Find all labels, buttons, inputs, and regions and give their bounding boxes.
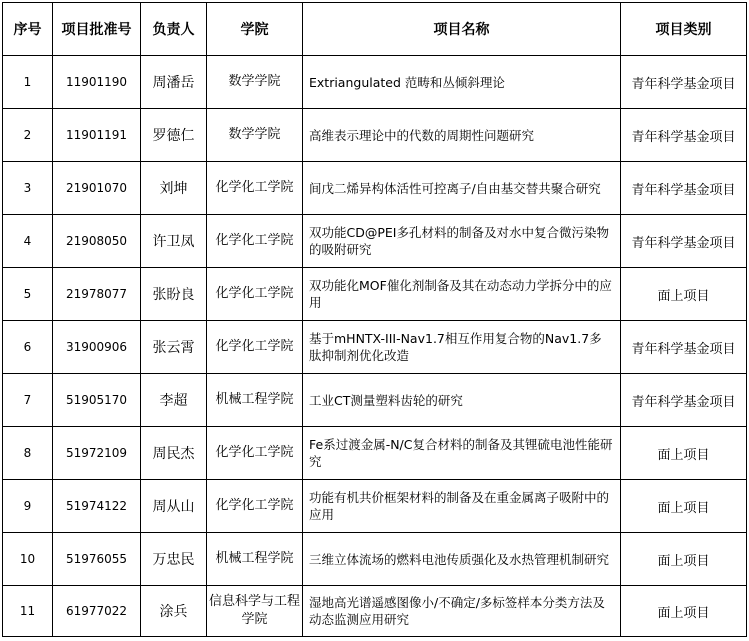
cell-category: 面上项目 — [621, 268, 747, 321]
cell-person: 张云霄 — [141, 321, 207, 374]
cell-title: 三维立体流场的燃料电池传质强化及水热管理机制研究 — [303, 533, 621, 586]
cell-college: 化学化工学院 — [207, 215, 303, 268]
cell-category: 青年科学基金项目 — [621, 321, 747, 374]
cell-college: 化学化工学院 — [207, 268, 303, 321]
cell-approval-no: 21901070 — [53, 162, 141, 215]
table-row — [3, 374, 747, 427]
cell-title: 工业CT测量塑料齿轮的研究 — [303, 374, 621, 427]
table-row — [3, 321, 747, 374]
cell-college: 数学学院 — [207, 56, 303, 109]
cell-title: 高维表示理论中的代数的周期性问题研究 — [303, 109, 621, 162]
cell-title: 基于mHNTX-III-Nav1.7相互作用复合物的Nav1.7多肽抑制剂优化改造 — [303, 321, 621, 374]
cell-approval-no: 51974122 — [53, 480, 141, 533]
cell-college: 化学化工学院 — [207, 162, 303, 215]
table-row — [3, 56, 747, 109]
cell-college: 信息科学与工程学院 — [207, 586, 303, 637]
table-row — [3, 162, 747, 215]
cell-person: 张盼良 — [141, 268, 207, 321]
header-title: 项目名称 — [303, 3, 621, 56]
cell-person: 许卫凤 — [141, 215, 207, 268]
cell-title: Extriangulated 范畴和丛倾斜理论 — [303, 56, 621, 109]
table-row — [3, 268, 747, 321]
cell-seq: 4 — [3, 215, 53, 268]
cell-category: 面上项目 — [621, 586, 747, 637]
cell-title: 双功能CD@PEI多孔材料的制备及对水中复合微污染物的吸附研究 — [303, 215, 621, 268]
cell-seq: 11 — [3, 586, 53, 637]
cell-category: 青年科学基金项目 — [621, 56, 747, 109]
cell-college: 化学化工学院 — [207, 321, 303, 374]
table-row — [3, 533, 747, 586]
cell-approval-no: 21908050 — [53, 215, 141, 268]
cell-category: 面上项目 — [621, 533, 747, 586]
cell-category: 面上项目 — [621, 427, 747, 480]
cell-title: 湿地高光谱遥感图像小/不确定/多标签样本分类方法及动态监测应用研究 — [303, 586, 621, 637]
header-seq: 序号 — [3, 3, 53, 56]
cell-seq: 6 — [3, 321, 53, 374]
cell-college: 数学学院 — [207, 109, 303, 162]
header-college: 学院 — [207, 3, 303, 56]
cell-title: 间戊二烯异构体活性可控离子/自由基交替共聚合研究 — [303, 162, 621, 215]
cell-category: 青年科学基金项目 — [621, 162, 747, 215]
cell-person: 周从山 — [141, 480, 207, 533]
cell-title: 双功能化MOF催化剂制备及其在动态动力学拆分中的应用 — [303, 268, 621, 321]
cell-title: Fe系过渡金属-N/C复合材料的制备及其锂硫电池性能研究 — [303, 427, 621, 480]
cell-person: 李超 — [141, 374, 207, 427]
cell-seq: 9 — [3, 480, 53, 533]
cell-person: 涂兵 — [141, 586, 207, 637]
cell-seq: 10 — [3, 533, 53, 586]
cell-person: 万忠民 — [141, 533, 207, 586]
cell-college: 化学化工学院 — [207, 427, 303, 480]
cell-approval-no: 51905170 — [53, 374, 141, 427]
cell-category: 青年科学基金项目 — [621, 215, 747, 268]
cell-category: 青年科学基金项目 — [621, 374, 747, 427]
table-row — [3, 215, 747, 268]
cell-approval-no: 11901190 — [53, 56, 141, 109]
cell-approval-no: 11901191 — [53, 109, 141, 162]
cell-approval-no: 51972109 — [53, 427, 141, 480]
table-header-row — [3, 3, 747, 56]
cell-approval-no: 61977022 — [53, 586, 141, 637]
cell-college: 机械工程学院 — [207, 533, 303, 586]
cell-seq: 7 — [3, 374, 53, 427]
cell-college: 机械工程学院 — [207, 374, 303, 427]
cell-title: 功能有机共价框架材料的制备及在重金属离子吸附中的应用 — [303, 480, 621, 533]
table-row — [3, 586, 747, 637]
cell-person: 刘坤 — [141, 162, 207, 215]
cell-seq: 5 — [3, 268, 53, 321]
table-row — [3, 480, 747, 533]
table-row — [3, 427, 747, 480]
cell-person: 周民杰 — [141, 427, 207, 480]
header-approval-no: 项目批准号 — [53, 3, 141, 56]
cell-seq: 3 — [3, 162, 53, 215]
project-table — [2, 2, 747, 637]
cell-seq: 1 — [3, 56, 53, 109]
cell-approval-no: 51976055 — [53, 533, 141, 586]
cell-category: 面上项目 — [621, 480, 747, 533]
header-person: 负责人 — [141, 3, 207, 56]
cell-person: 罗德仁 — [141, 109, 207, 162]
cell-seq: 8 — [3, 427, 53, 480]
cell-approval-no: 21978077 — [53, 268, 141, 321]
cell-seq: 2 — [3, 109, 53, 162]
cell-approval-no: 31900906 — [53, 321, 141, 374]
table-row — [3, 109, 747, 162]
cell-category: 青年科学基金项目 — [621, 109, 747, 162]
cell-college: 化学化工学院 — [207, 480, 303, 533]
header-category: 项目类别 — [621, 3, 747, 56]
cell-person: 周潘岳 — [141, 56, 207, 109]
